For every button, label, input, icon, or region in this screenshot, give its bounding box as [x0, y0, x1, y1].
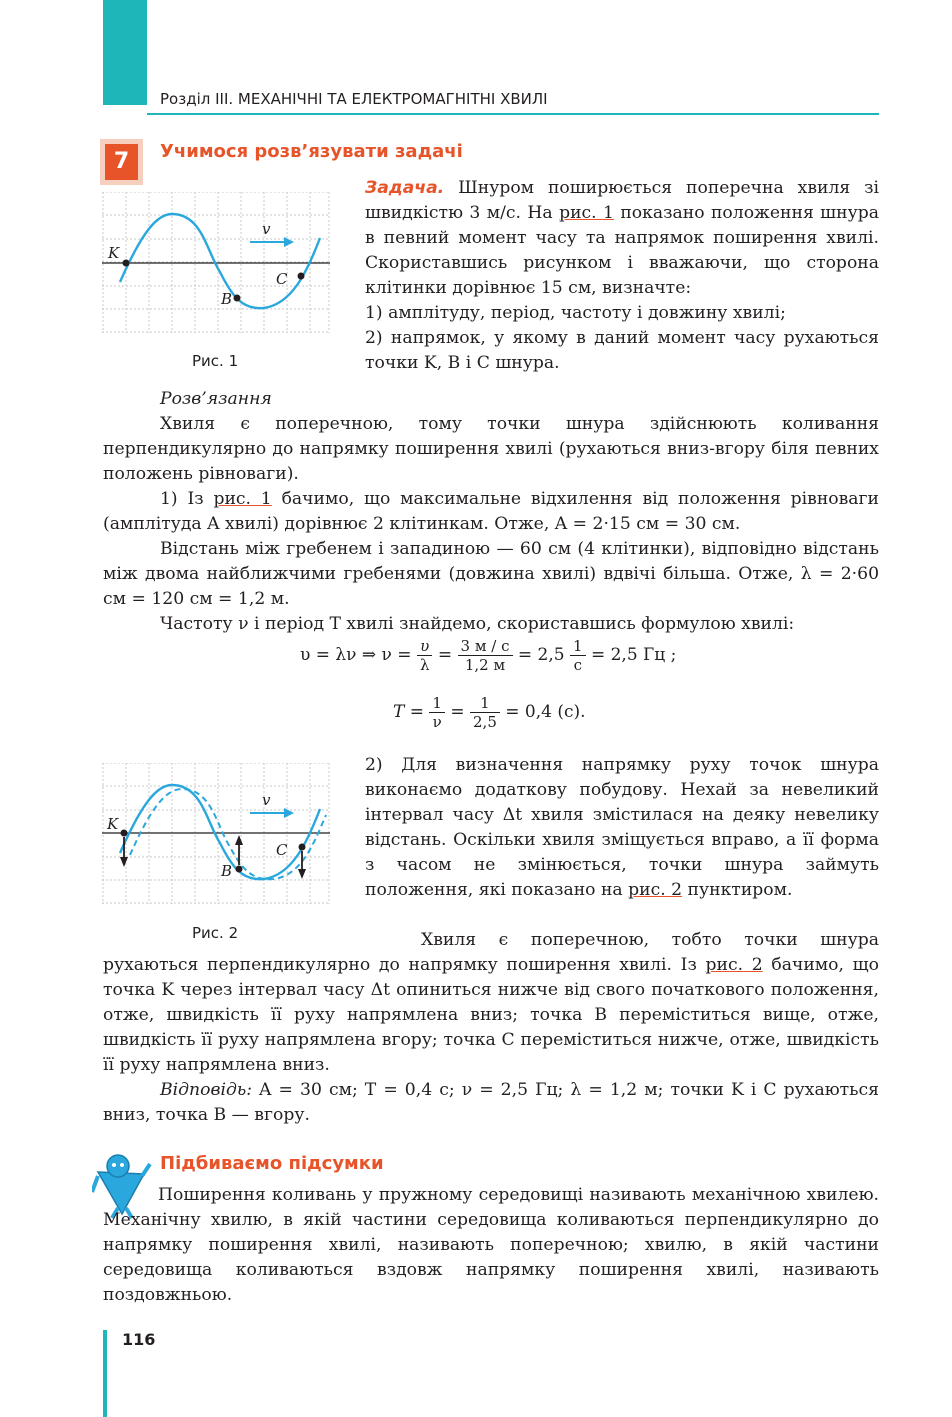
section-number: 7	[105, 144, 138, 180]
figure-1-c-label: C	[276, 270, 288, 288]
figure-1-b-label: B	[221, 290, 233, 308]
formula-period: T = $\frac{1}{\nu}$ = $\frac{1}{2,5}$ = 0,4 (с).	[393, 694, 586, 731]
header-color-tab	[103, 0, 147, 105]
task-paragraph: Задача. Шнуром поширюється поперечна хвиля зі швидкістю 3 м/с. На рис. 1 показано положення шнура в певний момент часу та напрямок поширення хвилі. Скориставшись рисунком і вважаючи, що сторона клітинки дорівнює 15 см, визначте: 1) амплітуду, період, частоту і довжину хвилі; 2) напрямок, у якому в даний момент часу рухаються точки K, B і C шнура.	[365, 178, 879, 373]
figure-1-wave	[102, 192, 330, 333]
figure-2-k-label: K	[107, 815, 119, 833]
task-item-1: 1) амплітуду, період, частоту і довжину хвилі;	[365, 303, 786, 323]
figure-1-reference-2: рис. 1	[213, 489, 272, 509]
solution-paragraph-4: Частоту ν і період T хвилі знайдемо, скориставшись формулою хвилі:	[160, 614, 795, 634]
figure-2-reference-2: рис. 2	[705, 955, 763, 975]
page-number: 116	[122, 1330, 156, 1349]
figure-2-caption: Рис. 2	[192, 924, 239, 942]
task-label: Задача.	[365, 178, 445, 198]
formula-frequency: υ = λν ⇒ ν = $\frac{\upsilon}{\lambda}$ = $\frac{3 м / с}{1,2 м}$ = 2,5 $\frac{1}{с}$ = 2,5 Гц ;	[300, 637, 677, 674]
answer-label: Відповідь:	[160, 1080, 252, 1100]
header-rule	[147, 113, 879, 115]
answer-paragraph: Відповідь: A = 30 см; T = 0,4 с; ν = 2,5 Гц; λ = 1,2 м; точки K і C рухаються вниз, точка B — вгору.	[103, 1080, 879, 1125]
solution-paragraph-6: Хвиля є поперечною, тобто точки шнура рухаються перпендикулярно до напрямку поширення хвилі. Із рис. 2 бачимо, що точка K через інтервал часу Δt опиниться нижче від свого початкового положення, отже, швидкість її руху напрямлена вниз; точка B переміститься вище, отже, швидкість її руху напрямлена вгору; точка C переміститься нижче, отже, швидкість її руху напрямлена вниз.	[103, 930, 879, 1075]
solution-heading: Розв’язання	[160, 389, 272, 409]
section-title: Учимося розв’язувати задачі	[160, 141, 463, 162]
task-item-2: 2) напрямок, у якому в даний момент часу рухаються точки K, B і C шнура.	[365, 328, 879, 373]
figure-2-reference: рис. 2	[628, 880, 683, 900]
solution-paragraph-5: 2) Для визначення напрямку руху точок шнура виконаємо додаткову побудову. Нехай за невеликий інтервал часу Δt хвиля змістилася на деяку невелику відстань. Оскільки хвиля зміщується вправо, а її форма з часом не змінюється, точки шнура займуть положення, які показано на рис. 2 пунктиром.	[365, 755, 879, 900]
figure-2-wave	[102, 763, 330, 904]
solution-paragraph-2: 1) Із рис. 1 бачимо, що максимальне відхилення від положення рівноваги (амплітуда A хвилі) дорівнює 2 клітинкам. Отже, A = 2·15 см = 30 см.	[103, 489, 880, 534]
figure-2-b-label: B	[221, 862, 233, 880]
solution-paragraph-1: Хвиля є поперечною, тому точки шнура здійснюють коливання перпендикулярно до напрямку поширення хвилі (рухаються вниз-вгору біля певних положень рівноваги).	[103, 414, 879, 484]
figure-2-v-label: v	[262, 791, 271, 809]
page-number-bar	[103, 1330, 107, 1417]
chapter-header: Розділ ІІІ. МЕХАНІЧНІ ТА ЕЛЕКТРОМАГНІТНІ ХВИЛІ	[160, 90, 548, 108]
figure-1-v-label: v	[262, 220, 271, 238]
summary-paragraph: Поширення коливань у пружному середовищі називають механічною хвилею. Механічну хвилю, в якій частини середовища коливаються перпендикулярно до напрямку поширення хвилі, називають поперечною; хвилю, в якій частини середовища коливаються вздовж напрямку поширення хвилі, називають поздовжньою.	[103, 1185, 879, 1305]
solution-paragraph-3: Відстань між гребенем і западиною — 60 см (4 клітинки), відповідно відстань між двома найближчими гребенями (довжина хвилі) вдвічі більша. Отже, λ = 2·60 см = 120 см = 1,2 м.	[103, 539, 879, 609]
figure-1-reference: рис. 1	[559, 203, 614, 223]
figure-2-c-label: C	[276, 841, 288, 859]
figure-1-caption: Рис. 1	[192, 352, 239, 370]
summary-title: Підбиваємо підсумки	[160, 1153, 384, 1174]
figure-1-k-label: K	[108, 244, 120, 262]
